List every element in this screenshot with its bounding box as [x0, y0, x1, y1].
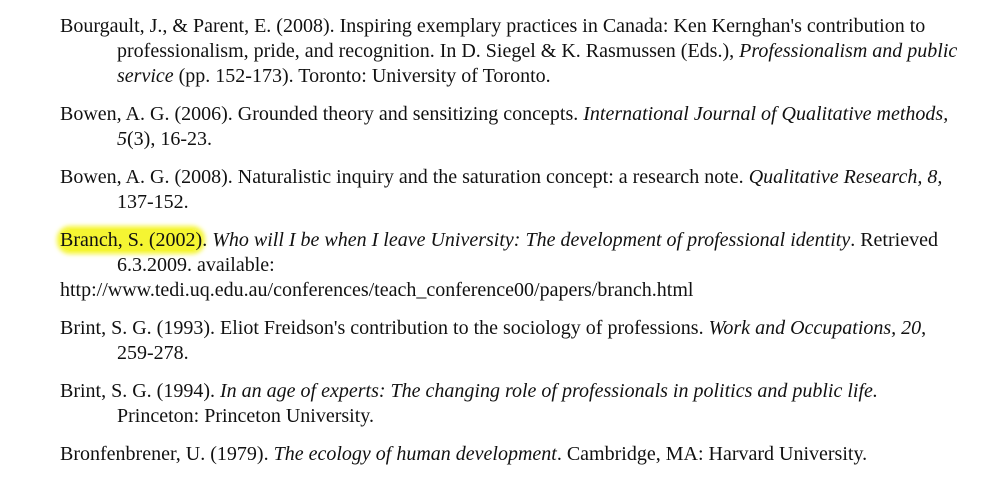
reference-entry [60, 316, 960, 366]
reference-title: The ecology of human development [273, 443, 557, 465]
reference-entry [60, 442, 960, 467]
reference-journal: Qualitative Research, 8, [748, 166, 943, 188]
reference-title: Who will I be when I leave University: The development of professional identity [212, 229, 851, 251]
clipped-previous-line [60, 0, 960, 2]
reference-details: . Cambridge, MA: Harvard University. [556, 443, 868, 465]
reference-journal: Work and Occupations, 20 [708, 317, 922, 339]
reference-details: Princeton: Princeton University. [117, 405, 374, 427]
reference-separator: . [202, 229, 213, 251]
reference-entry [60, 379, 960, 429]
reference-authors-year: Bowen, A. G. (2006). Grounded theory and sensitizing concepts. [60, 103, 584, 125]
reference-authors-year: Bourgault, J., & Parent, E. (2008). Inspiring exemplary practices in Canada: Ken Kernghan's contribution to professionalism, pride, and recognition. In D. Siegel & K. Rasmussen (Eds.), [60, 15, 926, 62]
reference-entry [60, 102, 960, 152]
reference-url[interactable]: http://www.tedi.uq.edu.au/conferences/teach_conference00/papers/branch.html [60, 279, 694, 301]
reference-authors-year: Bowen, A. G. (2008). Naturalistic inquiry and the saturation concept: a research note. [60, 166, 749, 188]
reference-entry-highlighted [60, 228, 960, 303]
reference-details: 137-152. [117, 191, 189, 213]
reference-authors-year: Bronfenbrener, U. (1979). [60, 443, 274, 465]
reference-entry [60, 14, 960, 89]
reference-journal: International Journal of Qualitative methods, 5 [117, 103, 949, 150]
reference-entry [60, 165, 960, 215]
reference-details: , 259-278. [117, 317, 927, 364]
reference-details: (pp. 152-173). Toronto: University of Toronto. [173, 65, 551, 87]
reference-authors-year: Brint, S. G. (1994). [60, 380, 220, 402]
reference-details: (3), 16-23. [127, 128, 212, 150]
reference-title: In an age of experts: The changing role of professionals in politics and public life. [220, 380, 878, 402]
highlighted-author-year: Branch, S. (2002) [60, 229, 203, 251]
reference-title: Professionalism and public service [117, 40, 958, 87]
reference-authors-year: Brint, S. G. (1993). Eliot Freidson's contribution to the sociology of professions. [60, 317, 709, 339]
reference-details: . Retrieved 6.3.2009. available: [117, 229, 938, 276]
reference-list [60, 14, 960, 480]
